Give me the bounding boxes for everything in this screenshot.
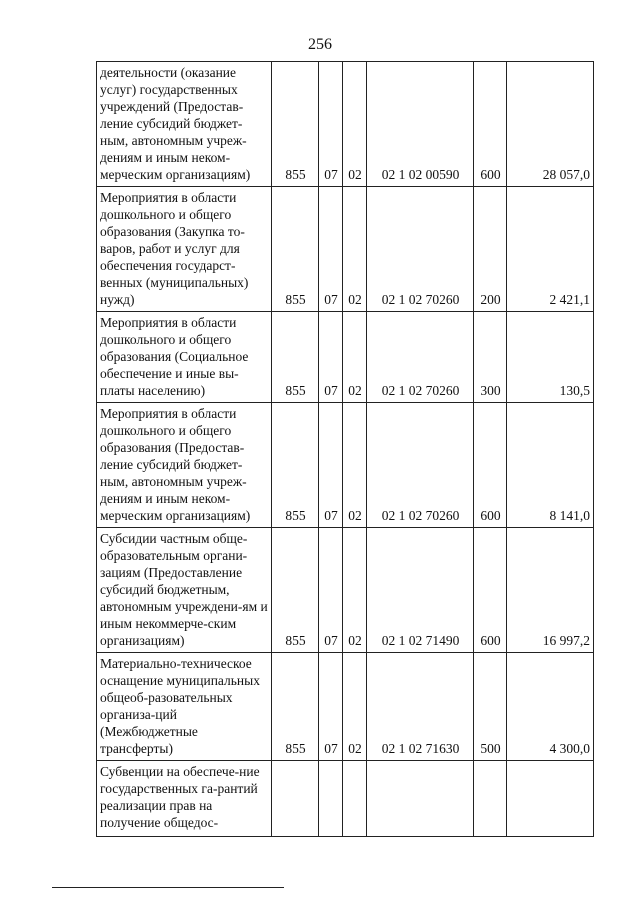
amount [507,761,594,837]
expense-type-code: 600 [474,528,507,653]
target-article-code [367,761,474,837]
ministry-code: 855 [272,187,319,312]
table-row [97,62,594,187]
row-name: Мероприятия в области дошкольного и общего образования (Социальное обеспечение и иные вы-платы населению) [97,312,272,403]
expense-type-code: 600 [474,62,507,187]
target-article-code: 02 1 02 70260 [367,187,474,312]
page-number: 256 [308,36,332,53]
row-name: Субвенции на обеспече-ние государственных га-рантий реализации прав на получение общедос- [97,761,272,837]
budget-table [96,61,594,837]
subsection-code: 02 [343,403,367,528]
table-row [97,312,594,403]
section-code: 07 [319,403,343,528]
target-article-code: 02 1 02 71630 [367,653,474,761]
target-article-code: 02 1 02 71490 [367,528,474,653]
row-name: Мероприятия в области дошкольного и общего образования (Закупка то-варов, работ и услуг для обеспечения государст-венных (муниципальных) нужд) [97,187,272,312]
amount: 28 057,0 [507,62,594,187]
table-row [97,187,594,312]
section-code: 07 [319,312,343,403]
target-article-code: 02 1 02 00590 [367,62,474,187]
table-row [97,653,594,761]
section-code: 07 [319,187,343,312]
target-article-code: 02 1 02 70260 [367,312,474,403]
row-name: деятельности (оказание услуг) государственных учреждений (Предостав-ление субсидий бюджет-ным, автономным учреж-дениям и иным неком-мерческим организациям) [97,62,272,187]
expense-type-code [474,761,507,837]
ministry-code: 855 [272,62,319,187]
expense-type-code: 600 [474,403,507,528]
amount: 8 141,0 [507,403,594,528]
ministry-code: 855 [272,403,319,528]
ministry-code: 855 [272,528,319,653]
subsection-code: 02 [343,653,367,761]
ministry-code: 855 [272,312,319,403]
table-row [97,528,594,653]
expense-type-code: 200 [474,187,507,312]
section-code: 07 [319,528,343,653]
section-code: 07 [319,653,343,761]
expense-type-code: 500 [474,653,507,761]
subsection-code: 02 [343,528,367,653]
target-article-code: 02 1 02 70260 [367,403,474,528]
subsection-code: 02 [343,312,367,403]
row-name: Мероприятия в области дошкольного и общего образования (Предостав-ление субсидий бюджет-ным, автономным учреж-дениям и иным неком-мерческим организациям) [97,403,272,528]
amount: 4 300,0 [507,653,594,761]
amount: 2 421,1 [507,187,594,312]
amount: 16 997,2 [507,528,594,653]
table-row [97,403,594,528]
section-code [319,761,343,837]
expense-type-code: 300 [474,312,507,403]
ministry-code: 855 [272,653,319,761]
row-name: Материально-техническое оснащение муниципальных общеоб-разовательных организа-ций (Межбюджетные трансферты) [97,653,272,761]
footnote-separator [52,887,284,888]
amount: 130,5 [507,312,594,403]
row-name: Субсидии частным обще-образовательным органи-зациям (Предоставление субсидий бюджетным, автономным учреждени-ям и иным некоммерче-ским организациям) [97,528,272,653]
subsection-code [343,761,367,837]
ministry-code [272,761,319,837]
subsection-code: 02 [343,62,367,187]
table-row [97,761,594,837]
section-code: 07 [319,62,343,187]
subsection-code: 02 [343,187,367,312]
